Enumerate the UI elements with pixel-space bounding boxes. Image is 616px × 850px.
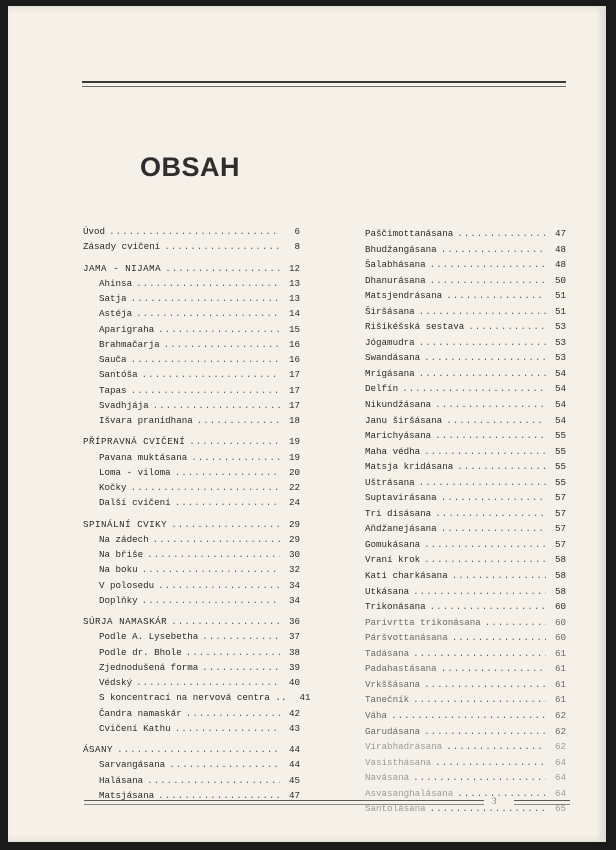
toc-section-entry: [83, 517, 300, 532]
toc-entry-label: Uštrásana: [365, 476, 415, 488]
toc-entry: [365, 739, 566, 755]
toc-entry-page: 40: [288, 677, 300, 688]
toc-entry-label: Tadásana: [365, 647, 410, 659]
toc-entry: [365, 677, 566, 693]
toc-entry: [83, 495, 300, 510]
toc-entry: [83, 773, 300, 788]
toc-entry-label: Suptavirásana: [365, 492, 437, 504]
toc-entry: [83, 465, 300, 480]
toc-entry-label: Úvod: [83, 226, 106, 237]
toc-entry-page: 13: [288, 277, 300, 289]
toc-entry-page: 58: [554, 554, 566, 566]
toc-entry-label: Podle dr. Bhole: [99, 646, 182, 658]
toc-entry: [365, 242, 566, 258]
dot-leader: [430, 257, 546, 273]
toc-entry-label: Aňdžanejásana: [365, 523, 437, 535]
toc-entry-label: Doplňky: [99, 594, 138, 606]
toc-entry: [365, 428, 566, 444]
toc-entry-label: Swandásana: [365, 352, 421, 364]
toc-entry-page: 44: [288, 744, 300, 755]
toc-entry-page: 57: [554, 507, 566, 519]
toc-entry-label: Matsjendrásana: [365, 290, 443, 302]
toc-entry-page: 55: [554, 461, 566, 473]
toc-entry-page: 38: [288, 646, 300, 658]
dot-leader: [446, 288, 546, 304]
toc-entry-label: Paščimottanásana: [365, 228, 454, 239]
dot-leader: [435, 755, 546, 771]
toc-entry-label: Santóša: [99, 369, 138, 381]
toc-entry-page: 34: [288, 579, 300, 591]
toc-entry: [83, 276, 300, 291]
toc-entry-label: Pavana muktásana: [99, 451, 188, 463]
toc-entry: [365, 397, 566, 413]
dot-leader: [446, 739, 546, 755]
toc-entry-page: 6: [294, 226, 300, 237]
toc-entry: [83, 239, 300, 254]
toc-entry-label: Delfín: [365, 383, 399, 395]
toc-entry-page: 47: [554, 228, 566, 239]
dot-leader: [153, 398, 280, 413]
toc-entry-label: JAMA - NIJAMA: [83, 262, 162, 274]
toc-entry-page: 58: [554, 585, 566, 597]
dot-leader: [441, 242, 546, 258]
toc-entry: [83, 306, 300, 321]
toc-entry: [83, 224, 300, 239]
toc-entry-label: Satja: [99, 293, 127, 304]
toc-entry-label: Gomukásana: [365, 538, 421, 550]
toc-entry: [365, 770, 566, 786]
dot-leader: [186, 706, 280, 721]
dot-leader: [131, 383, 280, 398]
toc-entry-label: SÚRJA NAMASKÁR: [83, 616, 168, 627]
toc-entry: [365, 304, 566, 320]
toc-entry-label: Na boku: [99, 564, 138, 576]
toc-entry: [83, 645, 300, 660]
toc-entry: [365, 755, 566, 771]
dot-leader: [457, 786, 546, 802]
toc-entry-page: 45: [288, 774, 300, 786]
toc-entry-label: Navásana: [365, 772, 410, 784]
dot-leader: [413, 770, 546, 786]
dot-leader: [131, 352, 280, 367]
toc-entry-page: 61: [554, 694, 566, 706]
toc-entry: [365, 288, 566, 304]
toc-entry: [83, 352, 300, 367]
toc-entry-page: 19: [288, 436, 300, 448]
dot-leader: [131, 291, 280, 306]
bottom-rule-right: [514, 800, 570, 805]
page-title: OBSAH: [140, 152, 241, 182]
toc-entry: [365, 413, 566, 429]
toc-entry: [365, 366, 566, 382]
toc-entry-label: Trikonásana: [365, 601, 426, 613]
toc-entry-page: 17: [288, 399, 300, 411]
toc-entry-label: Padahastásana: [365, 663, 437, 675]
toc-entry-label: SPINÁLNÍ CVIKY: [83, 518, 168, 530]
toc-entry: [83, 547, 300, 562]
dot-leader: [153, 532, 280, 547]
toc-entry-label: V polosedu: [99, 579, 155, 591]
toc-entry: [83, 706, 300, 721]
dot-leader: [446, 413, 546, 429]
toc-entry: [83, 383, 300, 398]
dot-leader: [136, 306, 280, 321]
dot-leader: [435, 397, 546, 413]
dot-leader: [441, 661, 546, 677]
toc-entry-label: Utkásana: [365, 585, 410, 597]
toc-entry-page: 61: [554, 647, 566, 659]
toc-entry-page: 62: [554, 741, 566, 753]
toc-section-entry: [83, 742, 300, 757]
toc-entry: [83, 629, 300, 644]
toc-entry-page: 61: [554, 663, 566, 675]
toc-entry-label: Rišikéšská sestava: [365, 321, 465, 333]
dot-leader: [435, 428, 546, 444]
toc-entry-page: 57: [554, 492, 566, 504]
toc-left-column: [83, 224, 311, 803]
toc-entry-page: 53: [554, 321, 566, 333]
dot-leader: [147, 773, 280, 788]
dot-leader: [171, 614, 280, 629]
dot-leader: [485, 615, 546, 631]
toc-entry: [365, 552, 566, 568]
toc-entry-label: Bhudžangásana: [365, 243, 437, 255]
toc-entry: [365, 506, 566, 522]
toc-entry-label: Vraní krok: [365, 554, 421, 566]
toc-entry-page: 60: [554, 616, 566, 628]
toc-entry-label: Zásady cvičení: [83, 241, 161, 253]
dot-leader: [142, 367, 280, 382]
toc-entry-page: 47: [288, 789, 300, 801]
toc-entry-page: 36: [288, 616, 300, 627]
dot-leader: [147, 547, 280, 562]
toc-entry: [365, 521, 566, 537]
toc-entry-label: Mrigásana: [365, 367, 415, 379]
toc-entry-page: 16: [288, 338, 300, 350]
toc-entry-page: 22: [288, 482, 300, 493]
toc-entry-page: 55: [554, 430, 566, 442]
toc-entry-label: Garudásana: [365, 725, 421, 737]
dot-leader: [424, 350, 546, 366]
toc-entry-label: Kati charkásana: [365, 570, 448, 582]
toc-entry-page: 60: [554, 632, 566, 644]
dot-leader: [164, 239, 280, 254]
toc-entry-label: Páršvottanásana: [365, 632, 448, 644]
toc-entry-label: Aparigraha: [99, 323, 155, 335]
toc-entry-label: S koncentrací na nervová centra ..: [99, 692, 287, 704]
toc-entry: [365, 537, 566, 553]
toc-entry: [83, 322, 300, 337]
dot-leader: [169, 757, 280, 772]
dot-leader: [136, 276, 280, 291]
toc-entry: [365, 335, 566, 351]
dot-leader: [441, 490, 546, 506]
dot-leader: [424, 724, 546, 740]
dot-leader: [131, 480, 280, 495]
toc-entry: [83, 398, 300, 413]
toc-entry-page: 64: [554, 787, 566, 799]
toc-entry: [365, 444, 566, 460]
dot-leader: [435, 506, 546, 522]
toc-entry: [365, 599, 566, 615]
toc-entry-label: Širšásana: [365, 305, 415, 317]
toc-entry: [365, 257, 566, 273]
toc-entry-page: 54: [554, 367, 566, 379]
toc-entry-label: Čandra namaskár: [99, 707, 182, 719]
toc-entry-label: Asvasanghalásana: [365, 787, 454, 799]
toc-entry: [365, 319, 566, 335]
toc-entry-label: Kočky: [99, 482, 127, 493]
toc-entry-label: Ahinsa: [99, 277, 133, 289]
top-rule: [82, 81, 566, 87]
toc-entry-label: Santolásana: [365, 803, 426, 815]
dot-leader: [202, 660, 280, 675]
dot-leader: [165, 261, 280, 276]
toc-entry-page: 29: [288, 533, 300, 545]
toc-entry: [83, 593, 300, 608]
toc-entry-label: Matsja kridásana: [365, 461, 454, 473]
toc-entry-page: 51: [554, 305, 566, 317]
toc-entry-label: Dhanurásana: [365, 274, 426, 286]
toc-entry-page: 16: [288, 354, 300, 365]
toc-entry-label: Loma - viloma: [99, 466, 171, 478]
toc-entry: [365, 708, 566, 724]
toc-entry-label: Marichyásana: [365, 430, 432, 442]
toc-entry-page: 62: [554, 709, 566, 721]
toc-entry-page: 50: [554, 274, 566, 286]
toc-entry-label: PŘÍPRAVNÁ CVIČENÍ: [83, 436, 186, 448]
toc-entry-page: 41: [299, 692, 311, 704]
toc-entry-label: Sauča: [99, 354, 127, 365]
toc-entry: [365, 459, 566, 475]
dot-leader: [424, 537, 546, 553]
toc-entry-page: 30: [288, 549, 300, 560]
toc-entry-page: 15: [288, 323, 300, 335]
dot-leader: [430, 599, 546, 615]
toc-entry-label: Maha védha: [365, 445, 421, 457]
dot-leader: [452, 568, 546, 584]
toc-entry-label: Astéja: [99, 308, 133, 320]
toc-entry-page: 61: [554, 678, 566, 690]
toc-entry-label: ÁSANY: [83, 744, 114, 755]
toc-entry-label: Šalabhásana: [365, 259, 426, 271]
toc-entry-label: Vasisthásana: [365, 756, 432, 768]
dot-leader: [452, 630, 546, 646]
toc-entry: [83, 757, 300, 772]
toc-entry-page: 32: [288, 564, 300, 576]
dot-leader: [158, 322, 280, 337]
dot-leader: [186, 645, 280, 660]
toc-entry: [365, 615, 566, 631]
toc-entry-page: 19: [288, 451, 300, 463]
dot-leader: [424, 677, 546, 693]
dot-leader: [391, 708, 546, 724]
toc-entry: [83, 337, 300, 352]
dot-leader: [117, 742, 280, 757]
toc-entry-label: Halásana: [99, 774, 144, 786]
dot-leader: [419, 304, 546, 320]
toc-entry: [365, 786, 566, 802]
dot-leader: [175, 465, 280, 480]
toc-entry-label: Svadhjája: [99, 399, 149, 411]
dot-leader: [142, 593, 280, 608]
toc-entry-page: 12: [288, 262, 300, 274]
toc-entry: [365, 646, 566, 662]
dot-leader: [197, 413, 280, 428]
toc-entry: [83, 367, 300, 382]
toc-entry: [83, 480, 300, 495]
bottom-rule-left: [84, 800, 484, 805]
toc-entry-page: 60: [554, 601, 566, 613]
toc-entry-page: 42: [288, 707, 300, 719]
toc-entry-label: Cvičení Kathu: [99, 722, 171, 734]
dot-leader: [419, 366, 546, 382]
toc-right-column: [365, 226, 566, 817]
dot-leader: [419, 335, 546, 351]
toc-entry-label: Brahmačarja: [99, 338, 160, 350]
toc-entry-label: Matsjásana: [99, 789, 155, 801]
toc-entry-page: 14: [288, 308, 300, 320]
toc-entry-label: Jógamudra: [365, 336, 415, 348]
toc-entry: [365, 350, 566, 366]
toc-entry-page: 48: [554, 243, 566, 255]
toc-entry-label: Vrkššásana: [365, 678, 421, 690]
toc-entry-page: 39: [288, 661, 300, 673]
toc-entry-label: Tapas: [99, 384, 127, 396]
toc-entry-page: 8: [294, 241, 300, 253]
toc-entry: [83, 413, 300, 428]
toc-entry-page: 18: [288, 415, 300, 426]
dot-leader: [109, 224, 280, 239]
toc-entry-label: Išvara pranidhana: [99, 415, 193, 426]
toc-entry: [365, 724, 566, 740]
toc-entry-label: Další cvičení: [99, 497, 171, 509]
dot-leader: [175, 721, 280, 736]
toc-entry-page: 37: [288, 631, 300, 643]
toc-entry: [83, 578, 300, 593]
toc-entry-label: Parivrtta trikonásana: [365, 616, 481, 628]
toc-entry-page: 64: [554, 772, 566, 784]
toc-entry-page: 29: [288, 518, 300, 530]
dot-leader: [171, 517, 280, 532]
dot-leader: [457, 226, 546, 242]
toc-entry: [83, 660, 300, 675]
toc-entry-page: 54: [554, 383, 566, 395]
dot-leader: [191, 450, 280, 465]
toc-entry-page: 55: [554, 445, 566, 457]
dot-leader: [158, 578, 280, 593]
dot-leader: [413, 646, 546, 662]
toc-entry-label: Tanečník: [365, 694, 410, 706]
toc-entry: [365, 226, 566, 242]
toc-entry-page: 55: [554, 476, 566, 488]
toc-entry: [83, 675, 300, 690]
toc-section-entry: [83, 614, 300, 629]
toc-entry-page: 57: [554, 538, 566, 550]
toc-entry: [365, 490, 566, 506]
toc-entry-page: 58: [554, 570, 566, 582]
toc-entry-label: Na břiše: [99, 549, 144, 560]
toc-entry-page: 57: [554, 523, 566, 535]
toc-entry-page: 48: [554, 259, 566, 271]
dot-leader: [189, 434, 280, 449]
toc-section-entry: [83, 261, 300, 276]
toc-entry-page: 51: [554, 290, 566, 302]
toc-section-entry: [83, 434, 300, 449]
toc-entry-page: 53: [554, 352, 566, 364]
toc-entry-page: 13: [288, 293, 300, 304]
dot-leader: [457, 459, 546, 475]
toc-entry: [83, 690, 311, 705]
toc-entry-page: 53: [554, 336, 566, 348]
toc-entry-label: Védský: [99, 677, 133, 688]
toc-entry: [83, 562, 300, 577]
toc-entry-label: Tri disásana: [365, 507, 432, 519]
toc-entry-label: Na zádech: [99, 533, 149, 545]
toc-entry: [83, 450, 300, 465]
dot-leader: [202, 629, 280, 644]
toc-entry-page: 24: [288, 497, 300, 509]
toc-entry-page: 65: [554, 803, 566, 815]
dot-leader: [424, 552, 546, 568]
toc-entry-label: Podle A. Lysebetha: [99, 631, 199, 643]
toc-entry: [83, 532, 300, 547]
dot-leader: [164, 337, 280, 352]
dot-leader: [402, 381, 546, 397]
toc-entry-label: Sarvangásana: [99, 759, 166, 771]
toc-entry-page: 17: [288, 369, 300, 381]
dot-leader: [413, 692, 546, 708]
toc-entry: [365, 273, 566, 289]
toc-entry-page: 62: [554, 725, 566, 737]
dot-leader: [142, 562, 280, 577]
dot-leader: [441, 521, 546, 537]
dot-leader: [175, 495, 280, 510]
book-page: [8, 6, 606, 842]
dot-leader: [430, 273, 546, 289]
toc-entry-label: Janu širšásana: [365, 414, 443, 426]
toc-entry: [365, 568, 566, 584]
toc-entry-label: Zjednodušená forma: [99, 661, 199, 673]
toc-entry: [365, 584, 566, 600]
toc-entry-page: 54: [554, 414, 566, 426]
toc-entry-page: 44: [288, 759, 300, 771]
toc-entry-page: 17: [288, 384, 300, 396]
dot-leader: [468, 319, 546, 335]
toc-entry-page: 34: [288, 594, 300, 606]
dot-leader: [419, 475, 546, 491]
page-number: 3: [492, 796, 497, 806]
dot-leader: [424, 444, 546, 460]
toc-entry-page: 54: [554, 399, 566, 411]
toc-entry: [365, 692, 566, 708]
dot-leader: [136, 675, 280, 690]
toc-entry: [83, 291, 300, 306]
toc-entry-label: Váha: [365, 709, 388, 721]
toc-entry-label: Nikundžásana: [365, 399, 432, 411]
toc-entry-page: 20: [288, 466, 300, 478]
toc-entry: [365, 630, 566, 646]
toc-entry: [365, 475, 566, 491]
toc-entry: [83, 721, 300, 736]
toc-entry-label: Virabhadrásana: [365, 741, 443, 753]
toc-entry: [365, 661, 566, 677]
toc-entry-page: 64: [554, 756, 566, 768]
toc-entry-page: 43: [288, 722, 300, 734]
toc-entry: [365, 381, 566, 397]
dot-leader: [413, 584, 546, 600]
